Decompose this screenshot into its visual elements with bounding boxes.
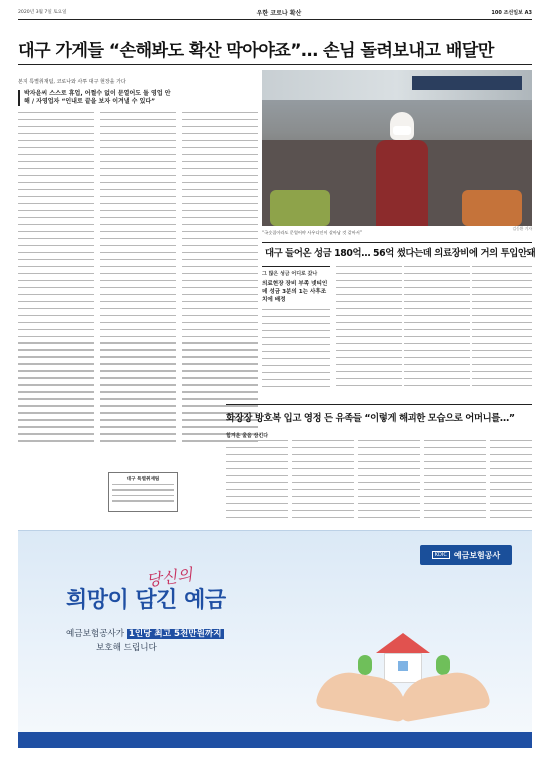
sidebox-body bbox=[262, 309, 330, 387]
ad-footer-band bbox=[18, 732, 532, 748]
ad-title: 희망이 담긴 예금 bbox=[66, 588, 226, 613]
article2-sidebox bbox=[262, 266, 330, 393]
article3-column-2 bbox=[292, 440, 354, 518]
article3-byline: 힘겨운 울음 삼킨다 bbox=[226, 433, 269, 439]
article2-headline: 대구 들어온 성금 180억… 56억 썼다는데 의료장비에 거의 투입안돼 bbox=[265, 248, 536, 259]
article2-column-1 bbox=[336, 266, 402, 388]
article3-column-4 bbox=[424, 440, 486, 518]
article2-column-2 bbox=[404, 266, 470, 388]
photo-vendor bbox=[372, 112, 432, 226]
photo-produce-left bbox=[270, 190, 330, 226]
article2-rule bbox=[262, 242, 532, 243]
article3-column-1 bbox=[226, 440, 288, 518]
page-header bbox=[18, 6, 532, 18]
infobox-title: 대구 특별취재팀 bbox=[126, 477, 160, 482]
sidebox-title: 의료현장 장비 부족 넷티인데 성금 3분의 1는 사후조치에 배정 bbox=[262, 281, 328, 303]
main-body-column-3 bbox=[182, 112, 258, 452]
article2-column-3 bbox=[472, 266, 532, 388]
ad-line-2: 보호해 드립니다 bbox=[96, 643, 157, 653]
header-rule bbox=[18, 19, 532, 20]
reporter-infobox bbox=[108, 472, 178, 512]
issue-date: 2020년 3월 7일 토요일 bbox=[18, 10, 67, 15]
page-number: 100 조선일보 A3 bbox=[491, 9, 532, 16]
article3-column-3 bbox=[358, 440, 420, 518]
market-photo bbox=[262, 70, 532, 226]
section-title: 우한 코로나 확산 bbox=[256, 9, 302, 17]
main-subhead: 박자윤씨 스스로 휴업, 어쩔수 없이 문열어도 돌 영업 안 해 / 자영업자 “인내로 끝을 보자 이겨낼 수 있다” bbox=[18, 90, 178, 106]
main-byline: 본지 특별취재팀, 코로나와 사투 대구 현장을 가다 bbox=[18, 79, 126, 85]
main-body-column-2 bbox=[100, 112, 176, 452]
main-headline: 대구 가게들 “손해봐도 확산 막아야죠”… 손님 돌려보내고 배달만 bbox=[18, 41, 494, 61]
photo-credit: 김동환 기자 bbox=[512, 226, 532, 231]
ad-line-1: 예금보험공사가 1인당 최고 5천만원까지 bbox=[66, 629, 222, 639]
headline-rule bbox=[18, 64, 532, 65]
article3-column-5 bbox=[490, 440, 532, 518]
ad-highlight: 1인당 최고 5천만원까지 bbox=[128, 629, 222, 639]
hands-house-illustration-icon bbox=[318, 627, 488, 715]
ad-script-text: 당신의 bbox=[145, 564, 194, 591]
deposit-insurance-ad bbox=[18, 530, 532, 748]
photo-shop-sign bbox=[412, 76, 522, 90]
article3-headline: 화장장 방호복 입고 영정 든 유족들 “이렇게 해괴한 모습으로 어머니를…” bbox=[226, 413, 515, 424]
kdic-logo: KDIC 예금보험공사 bbox=[420, 545, 512, 565]
main-article-intro bbox=[18, 78, 178, 114]
main-body-column-1 bbox=[18, 112, 94, 452]
article3-rule bbox=[226, 404, 532, 405]
sidebox-label: 그 많은 성금 어디로 갔나 bbox=[262, 271, 318, 277]
photo-caption: “국숫집이라도 문열어야 사우디인이 살아남 것 같아서” bbox=[262, 230, 362, 235]
photo-produce-right bbox=[462, 190, 522, 226]
